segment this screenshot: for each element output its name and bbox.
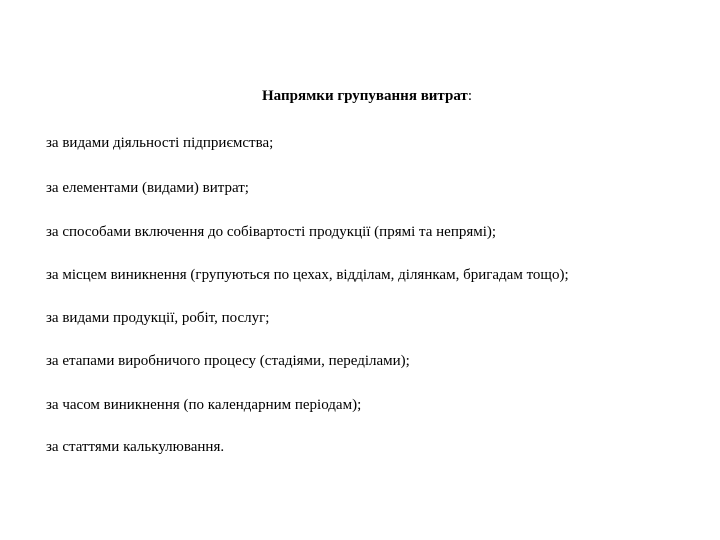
heading-title: Напрямки групування витрат	[262, 88, 468, 104]
list-item-production-stages: за етапами виробничого процесу (стадіями, переділами);	[46, 353, 410, 369]
list-item-place-of-origin: за місцем виникнення (групуються по цехах, відділам, ділянкам, бригадам тощо);	[46, 267, 569, 283]
slide-heading	[0, 86, 720, 106]
list-item-cost-elements: за елементами (видами) витрат;	[46, 180, 249, 196]
list-item-product-types: за видами продукції, робіт, послуг;	[46, 310, 270, 326]
list-item-costing-articles: за статтями калькулювання.	[46, 439, 225, 455]
list-item-time-of-origin: за часом виникнення (по календарним періодам);	[46, 397, 362, 413]
list-item-inclusion-methods: за способами включення до собівартості продукції (прямі та непрямі);	[46, 224, 497, 240]
list-item-activity-types: за видами діяльності підприємства;	[46, 135, 274, 151]
heading-colon: :	[467, 88, 472, 104]
